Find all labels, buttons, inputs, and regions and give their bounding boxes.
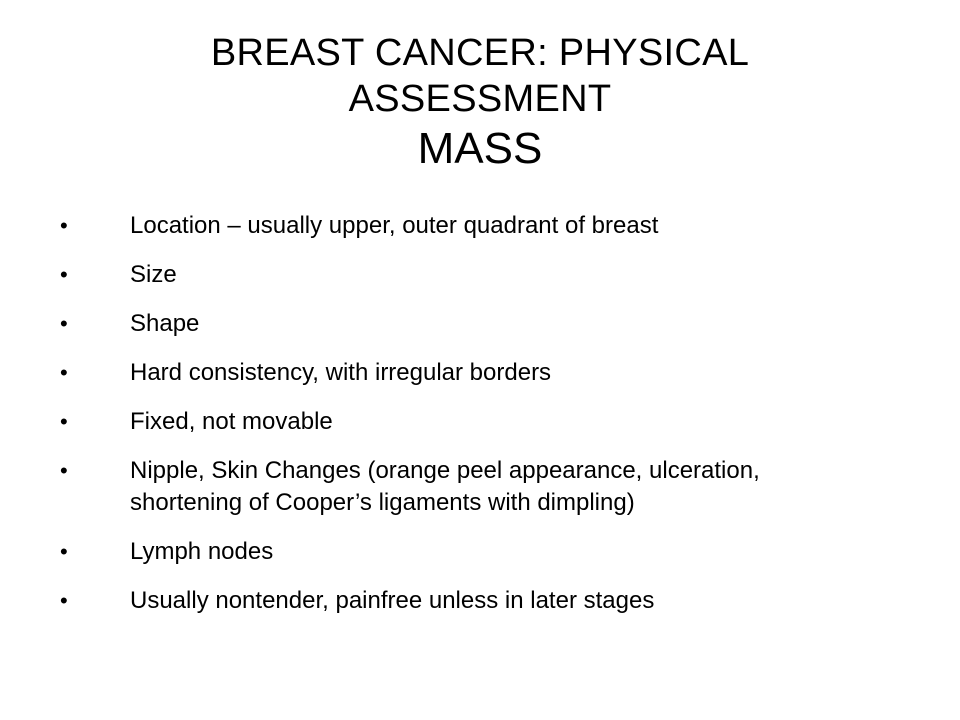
bullet-icon: • — [60, 539, 68, 564]
bullet-icon: • — [60, 360, 68, 385]
slide-subtitle: MASS — [417, 124, 543, 173]
bullet-icon: • — [60, 409, 68, 434]
bullet-icon: • — [60, 458, 68, 483]
bullet-list — [0, 210, 960, 634]
bullet-text: Shape — [130, 310, 200, 337]
bullet-item-tenderness — [0, 585, 960, 617]
bullet-text: Hard consistency, with irregular borders — [130, 359, 552, 386]
slide-title — [0, 30, 960, 175]
bullet-text: Nipple, Skin Changes (orange peel appearance, ulceration, shortening of Cooper’s ligaments with dimpling) — [130, 457, 760, 516]
bullet-text: Lymph nodes — [130, 538, 274, 565]
bullet-item-skin-changes — [0, 455, 960, 519]
title-line-2: ASSESSMENT — [348, 78, 612, 120]
bullet-item-consistency — [0, 357, 960, 389]
title-line-1: BREAST CANCER: PHYSICAL — [210, 32, 750, 74]
bullet-icon: • — [60, 588, 68, 613]
bullet-text: Usually nontender, painfree unless in later stages — [130, 587, 655, 614]
bullet-icon: • — [60, 311, 68, 336]
bullet-icon: • — [60, 262, 68, 287]
bullet-item-size — [0, 259, 960, 291]
bullet-item-location — [0, 210, 960, 242]
bullet-text: Fixed, not movable — [130, 408, 333, 435]
bullet-text: Size — [130, 261, 177, 288]
bullet-text: Location – usually upper, outer quadrant of breast — [130, 212, 659, 239]
bullet-icon: • — [60, 213, 68, 238]
bullet-item-lymph-nodes — [0, 536, 960, 568]
bullet-item-shape — [0, 308, 960, 340]
bullet-item-mobility — [0, 406, 960, 438]
